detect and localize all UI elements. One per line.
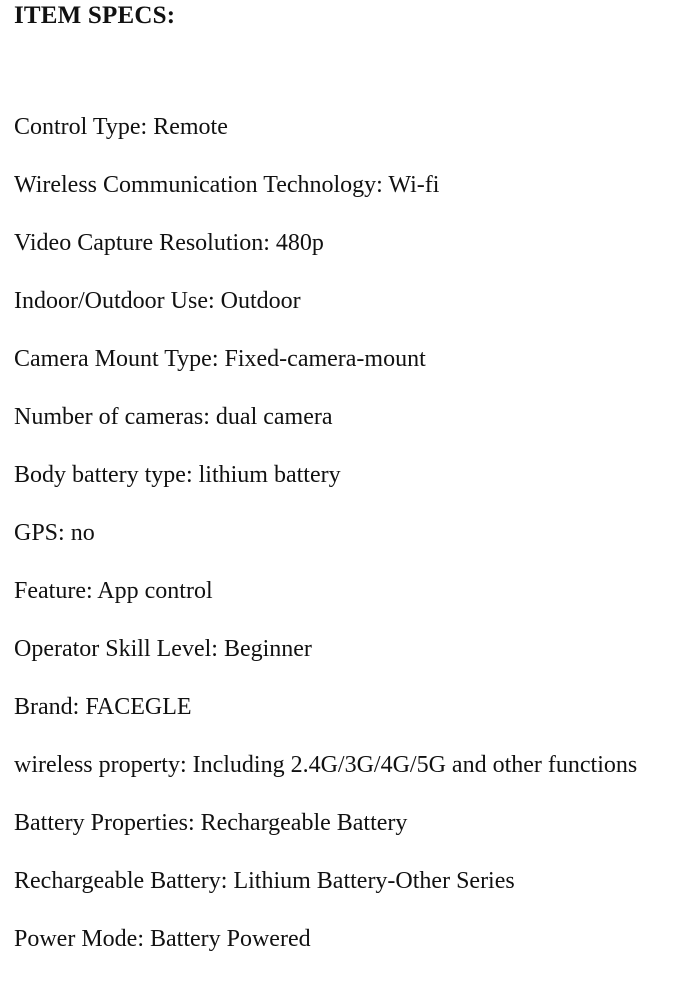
spec-indoor-outdoor-use: Indoor/Outdoor Use: Outdoor: [14, 288, 301, 314]
spec-control-type: Control Type: Remote: [14, 114, 228, 140]
page-title: ITEM SPECS:: [14, 2, 176, 29]
spec-battery-properties: Battery Properties: Rechargeable Battery: [14, 810, 408, 836]
spec-operator-skill-level: Operator Skill Level: Beginner: [14, 636, 312, 662]
spec-list: [14, 112, 684, 982]
spec-brand: Brand: FACEGLE: [14, 694, 192, 720]
spec-wireless-property: wireless property: Including 2.4G/3G/4G/5G and other functions: [14, 752, 638, 778]
spec-feature: Feature: App control: [14, 578, 213, 604]
spec-video-capture-resolution: Video Capture Resolution: 480p: [14, 230, 324, 256]
spec-power-mode: Power Mode: Battery Powered: [14, 926, 311, 952]
spec-number-of-cameras: Number of cameras: dual camera: [14, 404, 333, 430]
spec-rechargeable-battery: Rechargeable Battery: Lithium Battery-Other Series: [14, 868, 515, 894]
spec-camera-mount-type: Camera Mount Type: Fixed-camera-mount: [14, 346, 426, 372]
spec-wireless-communication: Wireless Communication Technology: Wi-fi: [14, 172, 440, 198]
spec-body-battery-type: Body battery type: lithium battery: [14, 462, 341, 488]
item-specs-document: [14, 0, 684, 952]
spec-gps: GPS: no: [14, 520, 95, 546]
